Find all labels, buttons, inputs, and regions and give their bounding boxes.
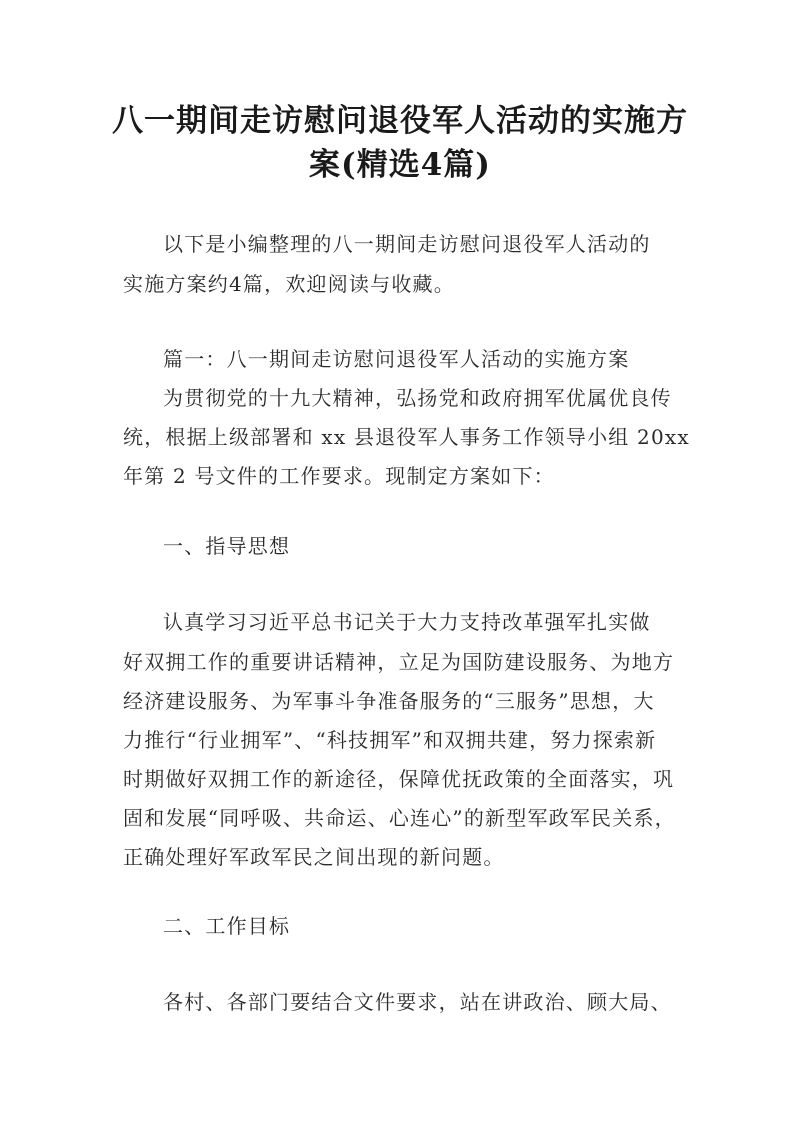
para1-line-2: 统，根据上级部署和 xx 县退役军人事务工作领导小组 20xx [123, 425, 690, 449]
para2-line-5: 时期做好双拥工作的新途径，保障优抚政策的全面落实，巩 [123, 767, 675, 791]
document-title-line-1: 八一期间走访慰问退役军人活动的实施方 [112, 103, 688, 139]
para2-line-1: 认真学习习近平总书记关于大力支持改革强军扎实做 [163, 610, 651, 634]
heading-work-goal: 二、工作目标 [163, 914, 291, 938]
heading-guiding-thought: 一、指导思想 [163, 534, 291, 558]
intro-line-1: 以下是小编整理的八一期间走访慰问退役军人活动的 [163, 232, 651, 256]
para1-line-1: 为贯彻党的十九大精神，弘扬党和政府拥军优属优良传 [163, 386, 672, 410]
para2-line-6: 固和发展“同呼吸、共命运、心连心”的新型军政军民关系， [123, 806, 676, 830]
para1-line-3: 年第 2 号文件的工作要求。现制定方案如下： [123, 464, 555, 488]
para2-line-2: 好双拥工作的重要讲话精神，立足为国防建设服务、为地方 [123, 650, 675, 674]
document-title-line-2: 案(精选4篇) [309, 147, 491, 183]
intro-line-2: 实施方案约4篇，欢迎阅读与收藏。 [123, 272, 455, 296]
para2-line-4: 力推行“行业拥军”、“科技拥军”和双拥共建，努力探索新 [123, 728, 657, 752]
para2-line-7: 正确处理好军政军民之间出现的新问题。 [123, 845, 505, 869]
section-heading: 篇一：八一期间走访慰问退役军人活动的实施方案 [163, 347, 630, 371]
para2-line-3: 经济建设服务、为军事斗争准备服务的“三服务”思想，大 [123, 689, 655, 713]
para3-line-1: 各村、各部门要结合文件要求，站在讲政治、顾大局、 [163, 990, 672, 1014]
